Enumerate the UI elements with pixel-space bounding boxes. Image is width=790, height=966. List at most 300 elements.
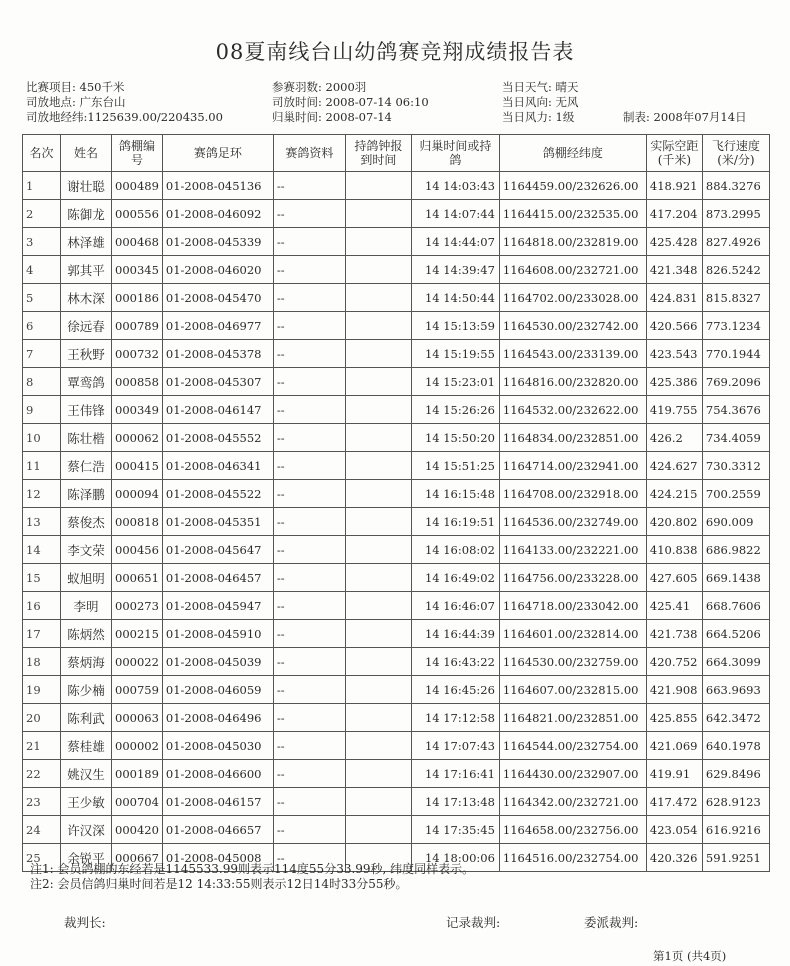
cell-pigeon-info: -- bbox=[273, 228, 345, 256]
cell-ring-number: 01-2008-045947 bbox=[162, 592, 273, 620]
cell-loft-coordinates: 1164608.00/232721.00 bbox=[499, 256, 646, 284]
cell-pigeon-info: -- bbox=[273, 312, 345, 340]
header-loft-coordinates: 鸽棚经纬度 bbox=[499, 135, 646, 172]
cell-speed: 668.7606 bbox=[702, 592, 769, 620]
cell-rank: 3 bbox=[23, 228, 61, 256]
cell-distance: 418.921 bbox=[646, 172, 702, 200]
cell-arrival-time: 14 15:19:55 bbox=[411, 340, 499, 368]
cell-loft-number: 000062 bbox=[112, 424, 163, 452]
cell-name: 陈御龙 bbox=[61, 200, 112, 228]
table-header-row bbox=[23, 135, 770, 172]
page-indicator: 第1页 (共4页) bbox=[653, 949, 727, 963]
cell-loft-coordinates: 1164718.00/233042.00 bbox=[499, 592, 646, 620]
cell-ring-number: 01-2008-046059 bbox=[162, 676, 273, 704]
cell-distance: 419.755 bbox=[646, 396, 702, 424]
header-arrival-time: 归巢时间或持鸽 bbox=[411, 135, 499, 172]
cell-loft-coordinates: 1164532.00/232622.00 bbox=[499, 396, 646, 424]
cell-ring-number: 01-2008-046092 bbox=[162, 200, 273, 228]
cell-clock-time bbox=[345, 816, 411, 844]
cell-arrival-time: 14 17:12:58 bbox=[411, 704, 499, 732]
cell-name: 林泽雄 bbox=[61, 228, 112, 256]
cell-distance: 427.605 bbox=[646, 564, 702, 592]
cell-loft-number: 000273 bbox=[112, 592, 163, 620]
cell-loft-number: 000759 bbox=[112, 676, 163, 704]
cell-loft-coordinates: 1164708.00/232918.00 bbox=[499, 480, 646, 508]
cell-clock-time bbox=[345, 760, 411, 788]
cell-pigeon-info: -- bbox=[273, 172, 345, 200]
cell-clock-time bbox=[345, 480, 411, 508]
cell-name: 姚汉生 bbox=[61, 760, 112, 788]
cell-clock-time bbox=[345, 452, 411, 480]
cell-rank: 8 bbox=[23, 368, 61, 396]
cell-rank: 12 bbox=[23, 480, 61, 508]
cell-loft-number: 000186 bbox=[112, 284, 163, 312]
cell-clock-time bbox=[345, 200, 411, 228]
cell-clock-time bbox=[345, 284, 411, 312]
cell-loft-number: 000022 bbox=[112, 648, 163, 676]
cell-name: 陈泽鹏 bbox=[61, 480, 112, 508]
cell-loft-number: 000667 bbox=[112, 844, 163, 872]
cell-distance: 423.054 bbox=[646, 816, 702, 844]
cell-loft-number: 000651 bbox=[112, 564, 163, 592]
cell-name: 李明 bbox=[61, 592, 112, 620]
header-rank: 名次 bbox=[23, 135, 61, 172]
cell-loft-number: 000489 bbox=[112, 172, 163, 200]
cell-speed: 591.9251 bbox=[702, 844, 769, 872]
cell-loft-coordinates: 1164544.00/232754.00 bbox=[499, 732, 646, 760]
table-row bbox=[23, 648, 770, 676]
cell-ring-number: 01-2008-045351 bbox=[162, 508, 273, 536]
cell-arrival-time: 14 14:50:44 bbox=[411, 284, 499, 312]
cell-loft-number: 000704 bbox=[112, 788, 163, 816]
cell-ring-number: 01-2008-046977 bbox=[162, 312, 273, 340]
cell-rank: 22 bbox=[23, 760, 61, 788]
cell-loft-number: 000858 bbox=[112, 368, 163, 396]
cell-name: 谢壮聪 bbox=[61, 172, 112, 200]
cell-name: 蔡俊杰 bbox=[61, 508, 112, 536]
table-row bbox=[23, 452, 770, 480]
cell-clock-time bbox=[345, 368, 411, 396]
cell-distance: 420.326 bbox=[646, 844, 702, 872]
cell-loft-coordinates: 1164415.00/232535.00 bbox=[499, 200, 646, 228]
cell-clock-time bbox=[345, 536, 411, 564]
table-row bbox=[23, 592, 770, 620]
weather: 当日天气: 晴天 bbox=[502, 80, 579, 94]
chief-judge-label: 裁判长: bbox=[64, 915, 106, 930]
cell-distance: 420.752 bbox=[646, 648, 702, 676]
footnotes bbox=[30, 862, 474, 892]
cell-name: 陈壮楷 bbox=[61, 424, 112, 452]
cell-distance: 421.908 bbox=[646, 676, 702, 704]
cell-pigeon-info: -- bbox=[273, 620, 345, 648]
cell-arrival-time: 14 17:35:45 bbox=[411, 816, 499, 844]
table-row bbox=[23, 536, 770, 564]
cell-loft-coordinates: 1164459.00/232626.00 bbox=[499, 172, 646, 200]
cell-speed: 642.3472 bbox=[702, 704, 769, 732]
cell-loft-coordinates: 1164543.00/233139.00 bbox=[499, 340, 646, 368]
cell-name: 覃鸾鸽 bbox=[61, 368, 112, 396]
cell-rank: 23 bbox=[23, 788, 61, 816]
cell-loft-coordinates: 1164834.00/232851.00 bbox=[499, 424, 646, 452]
cell-arrival-time: 14 16:49:02 bbox=[411, 564, 499, 592]
cell-loft-coordinates: 1164816.00/232820.00 bbox=[499, 368, 646, 396]
report-title: 08夏南线台山幼鸽赛竞翔成绩报告表 bbox=[215, 40, 575, 64]
table-row bbox=[23, 256, 770, 284]
cell-arrival-time: 14 16:08:02 bbox=[411, 536, 499, 564]
cell-speed: 754.3676 bbox=[702, 396, 769, 424]
cell-arrival-time: 14 16:45:26 bbox=[411, 676, 499, 704]
table-row bbox=[23, 760, 770, 788]
cell-rank: 20 bbox=[23, 704, 61, 732]
cell-rank: 10 bbox=[23, 424, 61, 452]
cell-ring-number: 01-2008-046600 bbox=[162, 760, 273, 788]
cell-pigeon-info: -- bbox=[273, 704, 345, 732]
cell-ring-number: 01-2008-045339 bbox=[162, 228, 273, 256]
cell-pigeon-info: -- bbox=[273, 732, 345, 760]
cell-speed: 826.5242 bbox=[702, 256, 769, 284]
cell-arrival-time: 14 15:23:01 bbox=[411, 368, 499, 396]
cell-arrival-time: 14 14:39:47 bbox=[411, 256, 499, 284]
cell-distance: 421.069 bbox=[646, 732, 702, 760]
cell-name: 李文荣 bbox=[61, 536, 112, 564]
release-coordinates: 司放地经纬:1125639.00/220435.00 bbox=[26, 110, 223, 124]
table-row bbox=[23, 368, 770, 396]
cell-name: 王秋野 bbox=[61, 340, 112, 368]
cell-rank: 4 bbox=[23, 256, 61, 284]
cell-loft-number: 000189 bbox=[112, 760, 163, 788]
cell-distance: 425.855 bbox=[646, 704, 702, 732]
cell-loft-number: 000063 bbox=[112, 704, 163, 732]
cell-pigeon-info: -- bbox=[273, 536, 345, 564]
cell-pigeon-info: -- bbox=[273, 648, 345, 676]
cell-ring-number: 01-2008-046657 bbox=[162, 816, 273, 844]
cell-pigeon-info: -- bbox=[273, 284, 345, 312]
cell-pigeon-info: -- bbox=[273, 452, 345, 480]
table-row bbox=[23, 228, 770, 256]
cell-clock-time bbox=[345, 340, 411, 368]
cell-loft-number: 000818 bbox=[112, 508, 163, 536]
cell-ring-number: 01-2008-045008 bbox=[162, 844, 273, 872]
cell-loft-number: 000094 bbox=[112, 480, 163, 508]
race-info-column-2 bbox=[272, 80, 429, 125]
cell-clock-time bbox=[345, 424, 411, 452]
recording-judge-label: 记录裁判: bbox=[446, 915, 501, 930]
cell-loft-coordinates: 1164530.00/232759.00 bbox=[499, 648, 646, 676]
cell-name: 余锐平 bbox=[61, 844, 112, 872]
cell-distance: 420.802 bbox=[646, 508, 702, 536]
cell-name: 王少敏 bbox=[61, 788, 112, 816]
cell-pigeon-info: -- bbox=[273, 760, 345, 788]
cell-ring-number: 01-2008-046496 bbox=[162, 704, 273, 732]
cell-speed: 686.9822 bbox=[702, 536, 769, 564]
cell-speed: 769.2096 bbox=[702, 368, 769, 396]
cell-speed: 628.9123 bbox=[702, 788, 769, 816]
table-row bbox=[23, 480, 770, 508]
table-row bbox=[23, 312, 770, 340]
cell-distance: 420.566 bbox=[646, 312, 702, 340]
cell-loft-number: 000789 bbox=[112, 312, 163, 340]
cell-arrival-time: 14 14:03:43 bbox=[411, 172, 499, 200]
cell-speed: 773.1234 bbox=[702, 312, 769, 340]
cell-speed: 827.4926 bbox=[702, 228, 769, 256]
cell-arrival-time: 14 14:07:44 bbox=[411, 200, 499, 228]
cell-distance: 419.91 bbox=[646, 760, 702, 788]
cell-loft-number: 000215 bbox=[112, 620, 163, 648]
table-row bbox=[23, 200, 770, 228]
cell-pigeon-info: -- bbox=[273, 424, 345, 452]
results-table bbox=[22, 134, 770, 872]
cell-rank: 5 bbox=[23, 284, 61, 312]
cell-clock-time bbox=[345, 620, 411, 648]
cell-rank: 17 bbox=[23, 620, 61, 648]
footnote-1: 注1: 会员鸽棚的东经若是1145533.99则表示114度55分33.99秒, 纬度同样表示。 bbox=[30, 862, 475, 876]
cell-arrival-time: 14 15:26:26 bbox=[411, 396, 499, 424]
header-pigeon-info: 赛鸽资料 bbox=[273, 135, 345, 172]
cell-ring-number: 01-2008-046147 bbox=[162, 396, 273, 424]
cell-ring-number: 01-2008-045647 bbox=[162, 536, 273, 564]
table-row bbox=[23, 284, 770, 312]
cell-pigeon-info: -- bbox=[273, 508, 345, 536]
cell-arrival-time: 14 15:13:59 bbox=[411, 312, 499, 340]
cell-pigeon-info: -- bbox=[273, 844, 345, 872]
cell-rank: 2 bbox=[23, 200, 61, 228]
cell-name: 林木深 bbox=[61, 284, 112, 312]
cell-loft-coordinates: 1164714.00/232941.00 bbox=[499, 452, 646, 480]
cell-pigeon-info: -- bbox=[273, 816, 345, 844]
table-row bbox=[23, 816, 770, 844]
cell-rank: 16 bbox=[23, 592, 61, 620]
cell-clock-time bbox=[345, 732, 411, 760]
cell-distance: 417.472 bbox=[646, 788, 702, 816]
table-row bbox=[23, 620, 770, 648]
cell-arrival-time: 14 14:44:07 bbox=[411, 228, 499, 256]
cell-loft-number: 000420 bbox=[112, 816, 163, 844]
cell-arrival-time: 14 16:43:22 bbox=[411, 648, 499, 676]
cell-loft-coordinates: 1164702.00/233028.00 bbox=[499, 284, 646, 312]
cell-clock-time bbox=[345, 676, 411, 704]
cell-rank: 15 bbox=[23, 564, 61, 592]
cell-pigeon-info: -- bbox=[273, 676, 345, 704]
cell-pigeon-info: -- bbox=[273, 788, 345, 816]
cell-distance: 425.428 bbox=[646, 228, 702, 256]
header-name: 姓名 bbox=[61, 135, 112, 172]
cell-loft-coordinates: 1164818.00/232819.00 bbox=[499, 228, 646, 256]
cell-pigeon-info: -- bbox=[273, 564, 345, 592]
table-row bbox=[23, 424, 770, 452]
wind-force: 当日风力: 1级 bbox=[502, 110, 575, 124]
cell-speed: 770.1944 bbox=[702, 340, 769, 368]
cell-loft-number: 000345 bbox=[112, 256, 163, 284]
cell-speed: 815.8327 bbox=[702, 284, 769, 312]
cell-speed: 884.3276 bbox=[702, 172, 769, 200]
header-loft-number: 鸽棚编号 bbox=[112, 135, 163, 172]
cell-distance: 410.838 bbox=[646, 536, 702, 564]
race-info-column-1 bbox=[26, 80, 223, 125]
cell-clock-time bbox=[345, 704, 411, 732]
cell-rank: 19 bbox=[23, 676, 61, 704]
cell-speed: 640.1978 bbox=[702, 732, 769, 760]
cell-arrival-time: 14 16:44:39 bbox=[411, 620, 499, 648]
table-row bbox=[23, 564, 770, 592]
cell-loft-number: 000732 bbox=[112, 340, 163, 368]
cell-rank: 21 bbox=[23, 732, 61, 760]
table-row bbox=[23, 340, 770, 368]
cell-name: 徐远春 bbox=[61, 312, 112, 340]
cell-speed: 663.9693 bbox=[702, 676, 769, 704]
cell-loft-coordinates: 1164658.00/232756.00 bbox=[499, 816, 646, 844]
cell-distance: 425.386 bbox=[646, 368, 702, 396]
header-ring-number: 赛鸽足环 bbox=[162, 135, 273, 172]
cell-clock-time bbox=[345, 172, 411, 200]
header-clock-time: 持鸽钟报到时间 bbox=[345, 135, 411, 172]
cell-loft-number: 000349 bbox=[112, 396, 163, 424]
cell-rank: 7 bbox=[23, 340, 61, 368]
cell-distance: 421.348 bbox=[646, 256, 702, 284]
cell-name: 陈少楠 bbox=[61, 676, 112, 704]
cell-rank: 18 bbox=[23, 648, 61, 676]
cell-distance: 421.738 bbox=[646, 620, 702, 648]
cell-rank: 14 bbox=[23, 536, 61, 564]
cell-speed: 700.2559 bbox=[702, 480, 769, 508]
cell-name: 蔡炳海 bbox=[61, 648, 112, 676]
release-time: 司放时间: 2008-07-14 06:10 bbox=[272, 95, 429, 109]
cell-arrival-time: 14 17:07:43 bbox=[411, 732, 499, 760]
cell-pigeon-info: -- bbox=[273, 256, 345, 284]
table-row bbox=[23, 732, 770, 760]
cell-ring-number: 01-2008-045910 bbox=[162, 620, 273, 648]
cell-ring-number: 01-2008-045307 bbox=[162, 368, 273, 396]
cell-pigeon-info: -- bbox=[273, 592, 345, 620]
cell-loft-number: 000415 bbox=[112, 452, 163, 480]
assigned-judge-label: 委派裁判: bbox=[584, 915, 639, 930]
cell-arrival-time: 14 17:13:48 bbox=[411, 788, 499, 816]
cell-rank: 13 bbox=[23, 508, 61, 536]
cell-clock-time bbox=[345, 228, 411, 256]
cell-name: 王伟锋 bbox=[61, 396, 112, 424]
cell-ring-number: 01-2008-046020 bbox=[162, 256, 273, 284]
table-body bbox=[23, 172, 770, 872]
cell-speed: 616.9216 bbox=[702, 816, 769, 844]
cell-rank: 11 bbox=[23, 452, 61, 480]
cell-pigeon-info: -- bbox=[273, 340, 345, 368]
cell-pigeon-info: -- bbox=[273, 368, 345, 396]
cell-distance: 424.627 bbox=[646, 452, 702, 480]
cell-loft-coordinates: 1164342.00/232721.00 bbox=[499, 788, 646, 816]
cell-name: 陈利武 bbox=[61, 704, 112, 732]
table-row bbox=[23, 788, 770, 816]
cell-ring-number: 01-2008-045522 bbox=[162, 480, 273, 508]
wind-direction: 当日风向: 无风 bbox=[502, 95, 579, 109]
cell-distance: 417.204 bbox=[646, 200, 702, 228]
table-row bbox=[23, 396, 770, 424]
header-speed: 飞行速度(米/分) bbox=[702, 135, 769, 172]
cell-name: 许汉深 bbox=[61, 816, 112, 844]
cell-speed: 690.009 bbox=[702, 508, 769, 536]
cell-speed: 730.3312 bbox=[702, 452, 769, 480]
cell-loft-coordinates: 1164601.00/232814.00 bbox=[499, 620, 646, 648]
cell-pigeon-info: -- bbox=[273, 396, 345, 424]
cell-loft-coordinates: 1164536.00/232749.00 bbox=[499, 508, 646, 536]
cell-rank: 9 bbox=[23, 396, 61, 424]
cell-distance: 425.41 bbox=[646, 592, 702, 620]
cell-loft-coordinates: 1164607.00/232815.00 bbox=[499, 676, 646, 704]
cell-arrival-time: 14 16:15:48 bbox=[411, 480, 499, 508]
cell-ring-number: 01-2008-045378 bbox=[162, 340, 273, 368]
cell-loft-coordinates: 1164821.00/232851.00 bbox=[499, 704, 646, 732]
cell-pigeon-info: -- bbox=[273, 480, 345, 508]
cell-speed: 664.3099 bbox=[702, 648, 769, 676]
cell-speed: 629.8496 bbox=[702, 760, 769, 788]
cell-rank: 24 bbox=[23, 816, 61, 844]
cell-distance: 424.215 bbox=[646, 480, 702, 508]
cell-clock-time bbox=[345, 564, 411, 592]
cell-speed: 669.1438 bbox=[702, 564, 769, 592]
cell-ring-number: 01-2008-045470 bbox=[162, 284, 273, 312]
cell-arrival-time: 14 15:50:20 bbox=[411, 424, 499, 452]
cell-ring-number: 01-2008-046157 bbox=[162, 788, 273, 816]
cell-loft-number: 000002 bbox=[112, 732, 163, 760]
cell-ring-number: 01-2008-046457 bbox=[162, 564, 273, 592]
cell-loft-number: 000468 bbox=[112, 228, 163, 256]
cell-speed: 664.5206 bbox=[702, 620, 769, 648]
table-row bbox=[23, 172, 770, 200]
cell-ring-number: 01-2008-045136 bbox=[162, 172, 273, 200]
cell-clock-time bbox=[345, 256, 411, 284]
cell-name: 蔡桂雄 bbox=[61, 732, 112, 760]
cell-ring-number: 01-2008-045552 bbox=[162, 424, 273, 452]
cell-loft-number: 000556 bbox=[112, 200, 163, 228]
cell-ring-number: 01-2008-045039 bbox=[162, 648, 273, 676]
cell-rank: 6 bbox=[23, 312, 61, 340]
cell-arrival-time: 14 16:19:51 bbox=[411, 508, 499, 536]
cell-rank: 1 bbox=[23, 172, 61, 200]
footnote-2: 注2: 会员信鸽归巢时间若是12 14:33:55则表示12日14时33分55秒。 bbox=[30, 877, 408, 891]
cell-distance: 423.543 bbox=[646, 340, 702, 368]
table-row bbox=[23, 508, 770, 536]
cell-loft-coordinates: 1164133.00/232221.00 bbox=[499, 536, 646, 564]
cell-clock-time bbox=[345, 508, 411, 536]
cell-loft-number: 000456 bbox=[112, 536, 163, 564]
return-date: 归巢时间: 2008-07-14 bbox=[272, 110, 392, 124]
header-distance: 实际空距(千米) bbox=[646, 135, 702, 172]
cell-arrival-time: 14 17:16:41 bbox=[411, 760, 499, 788]
cell-ring-number: 01-2008-046341 bbox=[162, 452, 273, 480]
cell-loft-coordinates: 1164756.00/233228.00 bbox=[499, 564, 646, 592]
cell-distance: 424.831 bbox=[646, 284, 702, 312]
entry-count: 参赛羽数: 2000羽 bbox=[272, 80, 367, 94]
cell-pigeon-info: -- bbox=[273, 200, 345, 228]
cell-name: 郭其平 bbox=[61, 256, 112, 284]
cell-loft-coordinates: 1164430.00/232907.00 bbox=[499, 760, 646, 788]
cell-arrival-time: 14 16:46:07 bbox=[411, 592, 499, 620]
cell-name: 陈炳然 bbox=[61, 620, 112, 648]
cell-loft-coordinates: 1164530.00/232742.00 bbox=[499, 312, 646, 340]
cell-speed: 873.2995 bbox=[702, 200, 769, 228]
cell-clock-time bbox=[345, 592, 411, 620]
table-row bbox=[23, 704, 770, 732]
cell-clock-time bbox=[345, 396, 411, 424]
cell-arrival-time: 14 18:00:06 bbox=[411, 844, 499, 872]
race-info-column-3 bbox=[502, 80, 579, 125]
cell-name: 蔡仁浩 bbox=[61, 452, 112, 480]
cell-clock-time bbox=[345, 648, 411, 676]
table-row bbox=[23, 676, 770, 704]
race-distance: 比赛项目: 450千米 bbox=[26, 80, 125, 94]
cell-distance: 426.2 bbox=[646, 424, 702, 452]
cell-loft-coordinates: 1164516.00/232754.00 bbox=[499, 844, 646, 872]
cell-clock-time bbox=[345, 788, 411, 816]
tabulation-date: 制表: 2008年07月14日 bbox=[623, 110, 747, 124]
